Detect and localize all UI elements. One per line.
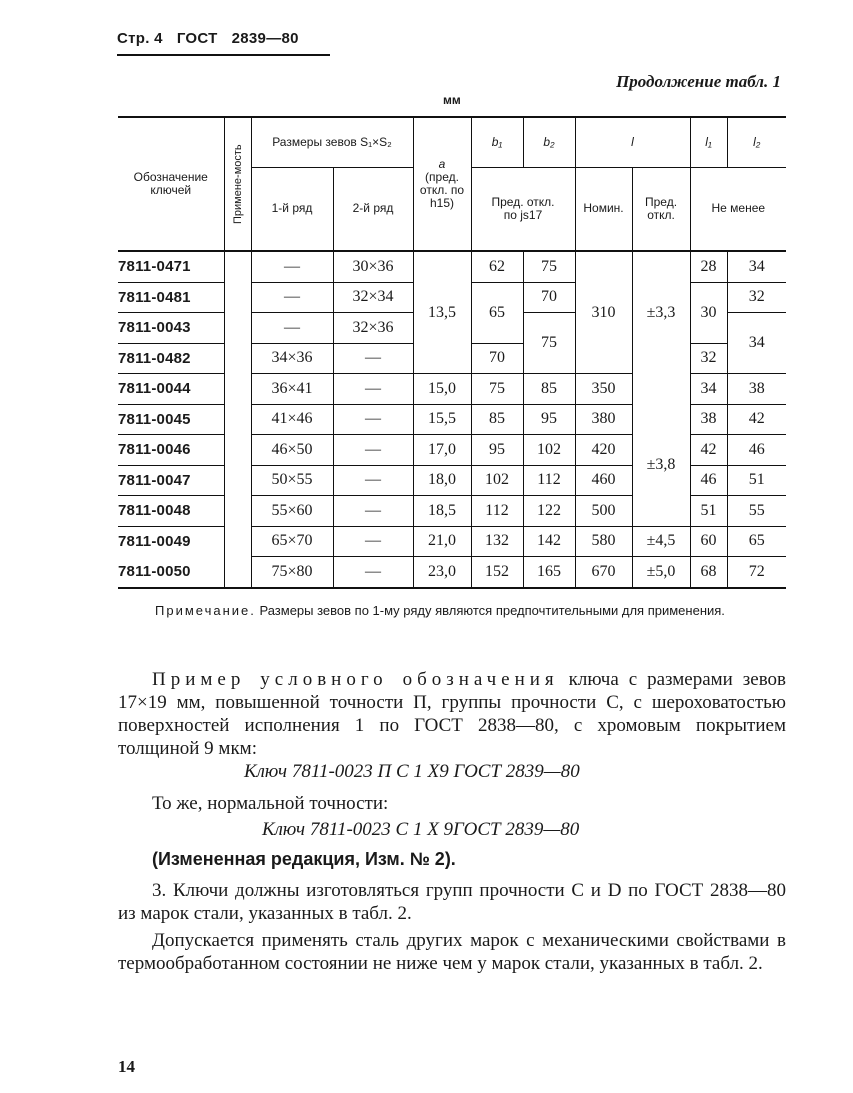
l1-value: 30 [690, 282, 727, 343]
row2-size: — [333, 496, 413, 527]
header-l: l [575, 117, 690, 167]
header-designation: Обозначение ключей [118, 117, 224, 251]
l-tolerance [632, 374, 690, 405]
header-b-tolerance: Пред. откл. по js17 [471, 167, 575, 251]
b1-value: 75 [471, 374, 523, 405]
key-code: 7811-0047 [118, 465, 224, 496]
row1-size: 36×41 [251, 374, 333, 405]
applicability-cell [224, 374, 251, 405]
row2-size: 32×34 [333, 282, 413, 313]
l1-value: 42 [690, 435, 727, 466]
row2-size: — [333, 465, 413, 496]
header-l-nominal: Номин. [575, 167, 632, 251]
a-value: 13,5 [413, 251, 471, 374]
l2-value: 34 [727, 313, 786, 374]
standard-number: 2839—80 [231, 30, 299, 47]
l1-value: 28 [690, 251, 727, 282]
l1-value: 34 [690, 374, 727, 405]
header-rule [117, 54, 330, 56]
designation-formula-2: Ключ 7811-0023 С 1 Х 9ГОСТ 2839—80 [262, 819, 580, 840]
b1-value: 102 [471, 465, 523, 496]
applicability-cell [224, 557, 251, 588]
table-row [118, 557, 786, 588]
standard-label: ГОСТ [176, 30, 218, 47]
page-label: Стр. 4 [117, 30, 163, 47]
header-l1: l₁ [690, 117, 727, 167]
designation-example [118, 668, 786, 760]
applicability-cell [224, 282, 251, 313]
row2-size: 32×36 [333, 313, 413, 344]
header-l-tolerance: Пред. откл. [632, 167, 690, 251]
row1-size: — [251, 251, 333, 282]
l-nominal: 580 [575, 526, 632, 557]
paragraph-3 [118, 879, 786, 925]
row1-size: 41×46 [251, 404, 333, 435]
key-code: 7811-0481 [118, 282, 224, 313]
row1-size: 75×80 [251, 557, 333, 588]
b2-value: 165 [523, 557, 575, 588]
l-tolerance: ±3,3 [632, 251, 690, 374]
l2-value: 65 [727, 526, 786, 557]
applicability-cell [224, 251, 251, 282]
l-tolerance: ±4,5 [632, 526, 690, 557]
applicability-cell [224, 465, 251, 496]
l-nominal: 380 [575, 404, 632, 435]
row1-size: 50×55 [251, 465, 333, 496]
paragraph-3-text: 3. Ключи должны изготовляться групп прочности С и D по ГОСТ 2838—80 из марок стали, указанных в табл. 2. [118, 880, 786, 924]
l1-value: 38 [690, 404, 727, 435]
b2-value: 70 [523, 282, 575, 313]
applicability-label: Примене-мость [231, 144, 244, 224]
note-label: Примечание. [155, 603, 256, 618]
l-nominal: 420 [575, 435, 632, 466]
table-unit: мм [443, 93, 461, 107]
l-tolerance: ±3,8 [632, 404, 690, 526]
example-lead: Пример условного обозначения [152, 669, 559, 690]
l1-value: 46 [690, 465, 727, 496]
l-nominal: 500 [575, 496, 632, 527]
b1-value: 85 [471, 404, 523, 435]
table-note [155, 601, 785, 620]
header-a [413, 117, 471, 251]
table-row [118, 526, 786, 557]
page-number: 14 [118, 1057, 135, 1076]
revision-note: (Измененная редакция, Изм. № 2). [152, 849, 456, 869]
row1-size: — [251, 313, 333, 344]
a-tolerance-note: (пред. откл. по h15) [419, 170, 465, 210]
header-row1: 1-й ряд [251, 167, 333, 251]
l1-value: 68 [690, 557, 727, 588]
applicability-cell [224, 435, 251, 466]
key-code: 7811-0046 [118, 435, 224, 466]
b2-value: 75 [523, 251, 575, 282]
key-code: 7811-0043 [118, 313, 224, 344]
row2-size: — [333, 526, 413, 557]
l2-value: 42 [727, 404, 786, 435]
b1-value: 132 [471, 526, 523, 557]
header-jaw-sizes: Размеры зевов S₁×S₂ [251, 117, 413, 167]
row2-size: — [333, 374, 413, 405]
table-row [118, 374, 786, 405]
b2-value: 75 [523, 313, 575, 374]
a-value: 18,0 [413, 465, 471, 496]
b1-value: 152 [471, 557, 523, 588]
applicability-cell [224, 526, 251, 557]
applicability-cell [224, 496, 251, 527]
l-nominal: 670 [575, 557, 632, 588]
a-symbol: a [438, 157, 446, 171]
b2-value: 122 [523, 496, 575, 527]
l-nominal: 350 [575, 374, 632, 405]
designation-formula-1: Ключ 7811-0023 П С 1 Х9 ГОСТ 2839—80 [244, 761, 580, 782]
key-code: 7811-0050 [118, 557, 224, 588]
row2-size: — [333, 435, 413, 466]
b2-value: 112 [523, 465, 575, 496]
b2-value: 102 [523, 435, 575, 466]
b1-value: 70 [471, 343, 523, 374]
applicability-cell [224, 404, 251, 435]
row2-size: — [333, 557, 413, 588]
b1-value: 62 [471, 251, 523, 282]
l2-value: 46 [727, 435, 786, 466]
paragraph-4-text: Допускается применять сталь других марок с механическими свойствами в термообработанном состоянии не ниже чем у марок стали, указанных в табл. 2. [118, 930, 786, 974]
b2-value: 85 [523, 374, 575, 405]
a-value: 23,0 [413, 557, 471, 588]
header-l2: l₂ [727, 117, 786, 167]
l-tolerance: ±5,0 [632, 557, 690, 588]
applicability-cell [224, 343, 251, 374]
row2-size: 30×36 [333, 251, 413, 282]
l-nominal: 310 [575, 251, 632, 374]
a-value: 15,0 [413, 374, 471, 405]
header-row2: 2-й ряд [333, 167, 413, 251]
a-value: 18,5 [413, 496, 471, 527]
paragraph-4 [118, 929, 786, 975]
key-code: 7811-0045 [118, 404, 224, 435]
header-b2: b₂ [523, 117, 575, 167]
a-value: 21,0 [413, 526, 471, 557]
header-applicability [224, 117, 251, 251]
a-value: 15,5 [413, 404, 471, 435]
dimensions-table [118, 116, 786, 589]
key-code: 7811-0048 [118, 496, 224, 527]
running-header [117, 30, 330, 47]
b1-value: 112 [471, 496, 523, 527]
key-code: 7811-0044 [118, 374, 224, 405]
key-code: 7811-0049 [118, 526, 224, 557]
l2-value: 51 [727, 465, 786, 496]
b2-value: 142 [523, 526, 575, 557]
table-row [118, 404, 786, 435]
header-minimum: Не менее [690, 167, 786, 251]
header-b1: b₁ [471, 117, 523, 167]
l2-value: 38 [727, 374, 786, 405]
same-normal-accuracy: То же, нормальной точности: [152, 793, 389, 814]
row2-size: — [333, 404, 413, 435]
example-text: ключа с размерами зевов 17×19 мм, повышенной точности П, группы прочности С, с шероховатостью поверхностей исполнения 1 по ГОСТ 2838—80, с хромовым покрытием толщиной 9 мкм: [118, 669, 787, 759]
a-value: 17,0 [413, 435, 471, 466]
key-code: 7811-0471 [118, 258, 191, 276]
table-continuation-label: Продолжение табл. 1 [616, 72, 781, 91]
l1-value: 51 [690, 496, 727, 527]
l2-value: 34 [727, 251, 786, 282]
table-row [118, 251, 786, 282]
note-text: Размеры зевов по 1-му ряду являются предпочтительными для применения. [255, 603, 725, 618]
b2-value: 95 [523, 404, 575, 435]
row1-size: 34×36 [251, 343, 333, 374]
l1-value: 60 [690, 526, 727, 557]
l2-value: 72 [727, 557, 786, 588]
key-code: 7811-0482 [118, 343, 224, 374]
applicability-cell [224, 313, 251, 344]
b1-value: 65 [471, 282, 523, 343]
row2-size: — [333, 343, 413, 374]
l1-value: 32 [690, 343, 727, 374]
l2-value: 32 [727, 282, 786, 313]
row1-size: — [251, 282, 333, 313]
row1-size: 65×70 [251, 526, 333, 557]
b1-value: 95 [471, 435, 523, 466]
row1-size: 55×60 [251, 496, 333, 527]
l-nominal: 460 [575, 465, 632, 496]
l2-value: 55 [727, 496, 786, 527]
row1-size: 46×50 [251, 435, 333, 466]
